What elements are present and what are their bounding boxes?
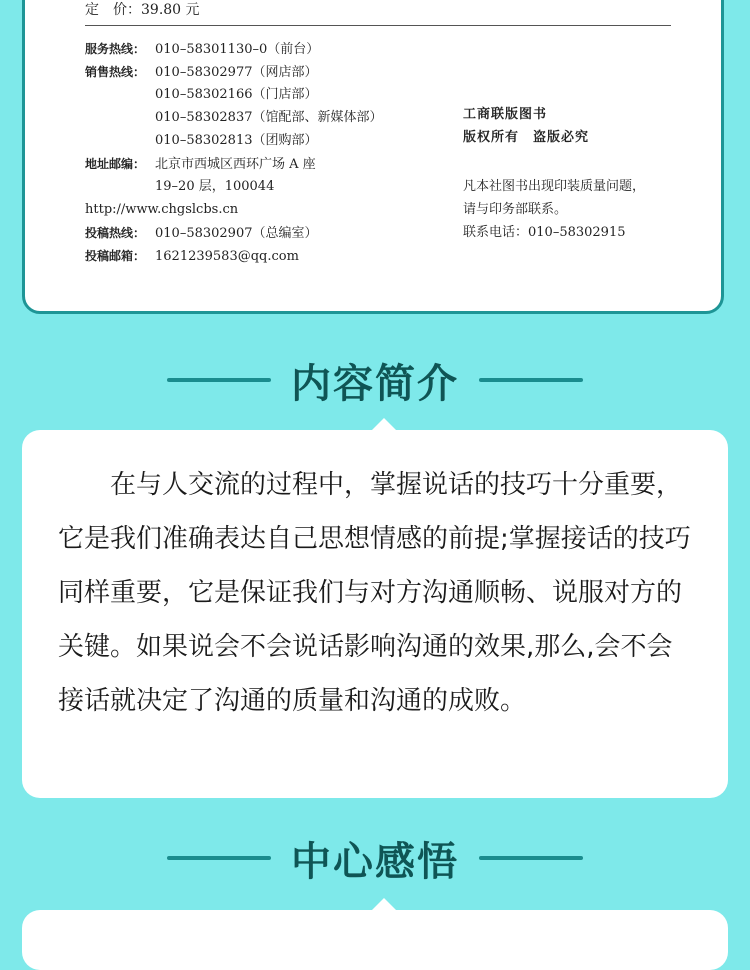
- info-value: 19–20 层，100044: [155, 179, 275, 194]
- title-rule-right: [479, 856, 583, 860]
- info-value: 010–58302837（馆配部、新媒体部）: [155, 110, 383, 125]
- card-pointer: [370, 898, 398, 912]
- info-row: [85, 64, 317, 81]
- info-value: 010–58302907（总编室）: [155, 226, 318, 241]
- insight-card: [22, 910, 728, 970]
- section-title-insight: [0, 830, 750, 886]
- info-value: 010–58302166（门店部）: [155, 87, 318, 102]
- section-title-text: 中心感悟: [291, 838, 459, 885]
- info-value: 010–58302813（团购部）: [155, 133, 318, 148]
- publisher-label: 工商联版图书: [463, 107, 548, 122]
- info-value[interactable]: http://www.chgslcbs.cn: [85, 202, 239, 217]
- info-value: 北京市西城区西环广场 A 座: [155, 157, 316, 172]
- summary-text: 在与人交流的过程中，掌握说话的技巧十分重要，它是我们准确表达自己思想情感的前提;掌握接话的技巧同样重要，它是保证我们与对方沟通顺畅、说服对方的关键。如果说会不会说话影响沟通的效果,那么,会不会接话就决定了沟通的质量和沟通的成败。: [58, 470, 691, 716]
- card-pointer: [370, 418, 398, 432]
- quality-notice: 凡本社图书出现印装质量问题，: [463, 179, 646, 194]
- contact-phone: 联系电话：010–58302915: [463, 225, 626, 240]
- copyright-card: [22, 0, 724, 314]
- info-value: 1621239583@qq.com: [155, 249, 299, 264]
- section-title-text: 内容简介: [291, 360, 459, 407]
- info-row: [85, 133, 317, 149]
- rights-label: 版权所有 盗版必究: [463, 130, 590, 145]
- info-row: [85, 248, 299, 265]
- info-row: [85, 41, 319, 58]
- website-link[interactable]: [85, 202, 238, 218]
- divider: [85, 25, 671, 26]
- title-rule-right: [479, 378, 583, 382]
- info-label: 投稿热线：: [85, 226, 146, 240]
- info-row: [85, 179, 274, 195]
- title-rule-left: [167, 856, 271, 860]
- section-title-summary: [0, 352, 750, 408]
- info-label: 投稿邮箱：: [85, 249, 146, 263]
- title-rule-left: [167, 378, 271, 382]
- info-row: [85, 87, 317, 103]
- quality-notice-contact: 请与印务部联系。: [463, 202, 568, 217]
- info-value: 010–58302977（网店部）: [155, 65, 318, 80]
- info-row: [85, 225, 317, 242]
- price-line: 定 价：39.80 元: [85, 2, 200, 18]
- info-label: 服务热线：: [85, 42, 146, 56]
- info-row: [85, 156, 316, 173]
- info-row: [85, 110, 382, 126]
- info-label: 地址邮编：: [85, 157, 146, 171]
- summary-card: [22, 430, 728, 798]
- info-value: 010–58301130–0（前台）: [155, 42, 320, 57]
- info-label: 销售热线：: [85, 65, 146, 79]
